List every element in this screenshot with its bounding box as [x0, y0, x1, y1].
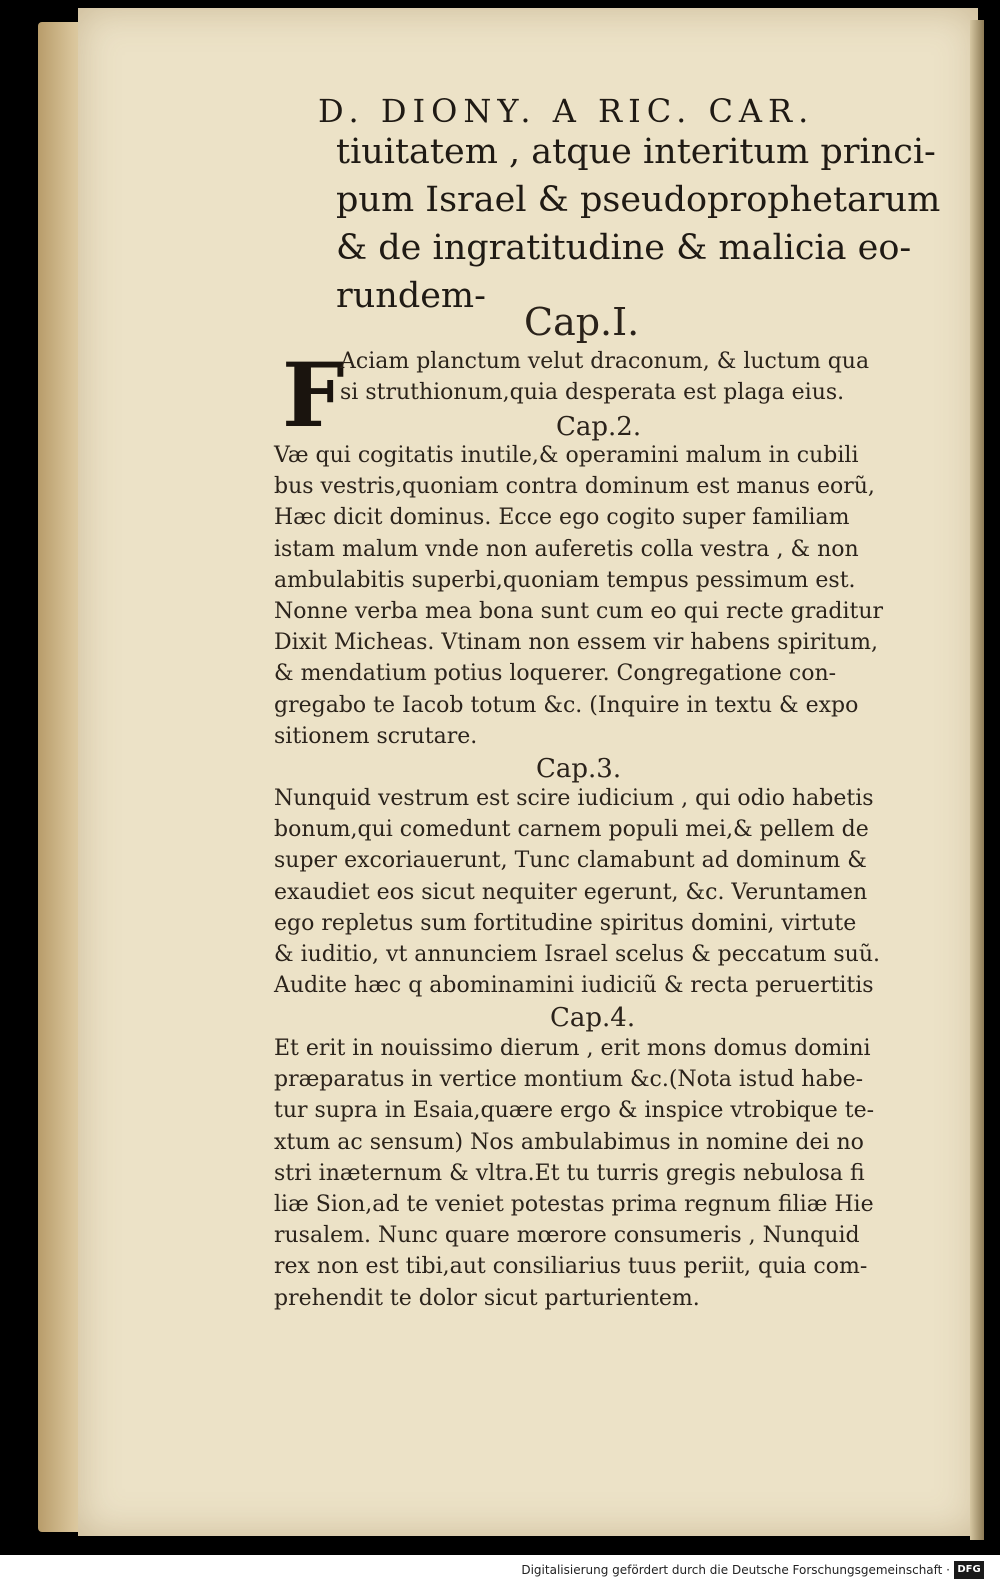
chapter-heading-2: Cap.2. — [556, 412, 642, 442]
text-line: Et erit in nouissimo dierum , erit mons domus domini — [274, 1036, 871, 1061]
title-line: tiuitatem , atque interitum princi- — [336, 132, 936, 172]
chapter-heading-1: Cap.I. — [524, 300, 640, 344]
text-line: & iuditio, vt annunciem Israel scelus & peccatum suũ. — [274, 942, 880, 968]
text-line: prehendit te dolor sicut parturientem. — [274, 1285, 700, 1311]
chapter-1-text — [340, 346, 1000, 408]
chapter-heading-4: Cap.4. — [550, 1003, 636, 1033]
text-line: Nonne verba mea bona sunt cum eo qui recte graditur — [274, 599, 884, 625]
text-line: Aciam planctum velut draconum, & luctum qua — [340, 349, 870, 374]
dfg-logo: DFG — [954, 1561, 984, 1579]
text-line: bus vestris,quoniam contra dominum est manus eorũ, — [274, 474, 875, 500]
text-line: exaudiet eos sicut nequiter egerunt, &c. Veruntamen — [274, 879, 868, 905]
text-line: sitionem scrutare. — [274, 723, 478, 749]
running-head: D. DIONY. A RIC. CAR. — [318, 92, 815, 130]
chapter-2-text — [274, 440, 954, 752]
title-line: & de ingratitudine & malicia eo- — [336, 228, 912, 268]
text-line: Dixit Micheas. Vtinam non essem vir habens spiritum, — [274, 630, 879, 656]
text-line: bonum,qui comedunt carnem populi mei,& pellem de — [274, 817, 869, 843]
text-line: Væ qui cogitatis inutile,& operamini malum in cubili — [274, 443, 859, 468]
text-line: & mendatium potius loquerer. Congregatione con- — [274, 661, 837, 687]
chapter-3-text — [274, 783, 954, 1001]
chapter-heading-3: Cap.3. — [536, 754, 622, 784]
text-line: gregabo te Iacob totum &c. (Inquire in textu & expo — [274, 692, 859, 718]
text-line: Nunquid vestrum est scire iudicium , qui odio habetis — [274, 786, 874, 811]
text-line: Hæc dicit dominus. Ecce ego cogito super familiam — [274, 505, 850, 531]
text-line: stri inæternum & vltra.Et tu turris gregis nebulosa fi — [274, 1160, 865, 1186]
chapter-title — [336, 128, 956, 320]
title-line: pum Israel & pseudoprophetarum — [336, 180, 941, 220]
text-line: xtum ac sensum) Nos ambulabimus in nomine dei no — [274, 1129, 864, 1155]
text-line: rex non est tibi,aut consiliarius tuus periit, quia com- — [274, 1254, 868, 1280]
text-line: ambulabitis superbi,quoniam tempus pessimum est. — [274, 567, 856, 593]
funding-credit: Digitalisierung gefördert durch die Deutsche Forschungsgemeinschaft · — [521, 1563, 950, 1577]
text-line: liæ Sion,ad te veniet potestas prima regnum filiæ Hie — [274, 1192, 874, 1218]
text-line: ego repletus sum fortitudine spiritus domini, virtute — [274, 910, 857, 936]
text-line: super excoriauerunt, Tunc clamabunt ad dominum & — [274, 848, 867, 874]
decorated-initial: F — [282, 343, 345, 447]
digitization-footer — [0, 1555, 1000, 1587]
text-line: rusalem. Nunc quare mœrore consumeris , Nunquid — [274, 1223, 860, 1249]
page-edge-right — [970, 20, 984, 1540]
text-line: præparatus in vertice montium &c.(Nota istud habe- — [274, 1067, 864, 1093]
chapter-4-text — [274, 1033, 954, 1314]
text-line: si struthionum,quia desperata est plaga eius. — [340, 380, 845, 406]
text-line: istam malum vnde non auferetis colla vestra , & non — [274, 536, 859, 562]
text-line: tur supra in Esaia,quære ergo & inspice vtrobique te- — [274, 1098, 875, 1124]
text-line: Audite hæc q abominamini iudiciũ & recta peruertitis — [274, 973, 874, 999]
title-line: rundem- — [336, 276, 486, 316]
